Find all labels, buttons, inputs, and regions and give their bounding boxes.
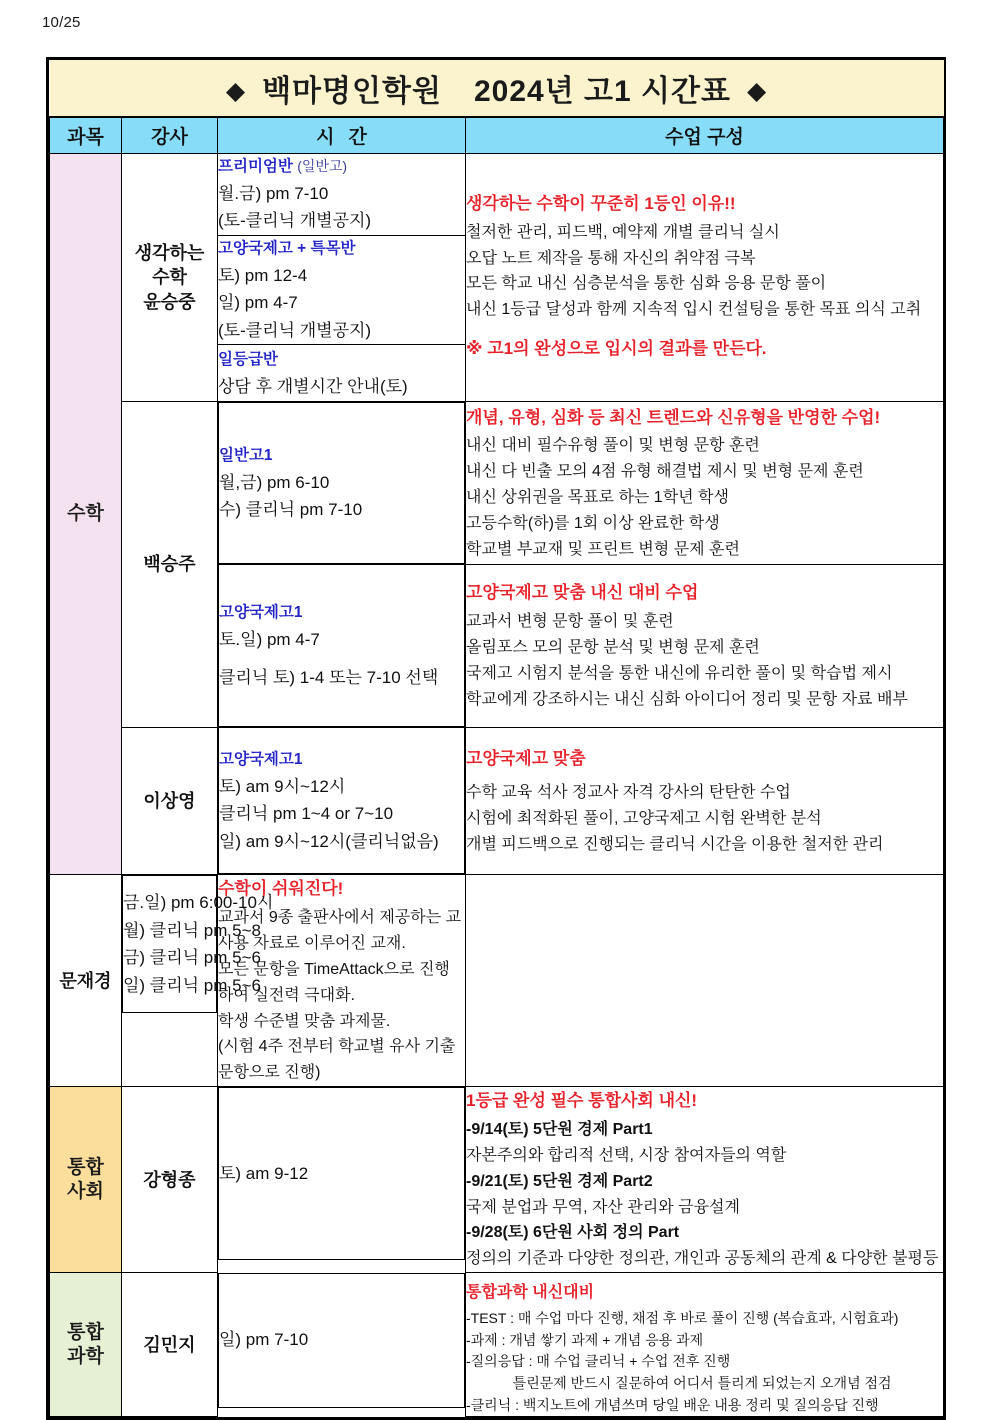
- description-line: -클리닉 : 백지노트에 개념쓰며 당일 배운 내용 정리 및 질의응답 진행: [466, 1396, 879, 1413]
- description-line: -과제 : 개념 쌓기 과제 + 개념 응용 과제: [466, 1331, 704, 1348]
- description-line: 학교에게 강조하시는 내신 심화 아이디어 정리 및 문항 자료 배부: [466, 690, 908, 708]
- time-cell-lee: [218, 727, 465, 874]
- category-text: 프리미엄반: [218, 157, 293, 175]
- class-category-goyang1: 고양국제고1: [219, 604, 303, 622]
- description-line: 개별 피드백으로 진행되는 클리닉 시간을 이용한 철저한 관리: [466, 835, 884, 853]
- time-line: 토) am 9시~12시: [219, 776, 346, 796]
- column-header-row: [50, 117, 944, 153]
- description-heading: 생각하는 수학이 꾸준히 1등인 이유!!: [466, 194, 736, 214]
- teacher-name-baek: 백승주: [143, 554, 196, 575]
- description-line: 모든 학교 내신 심층분석을 통한 심화 응용 문항 풀이: [466, 275, 827, 293]
- table-row: [50, 727, 944, 875]
- class-category-goyang-special: 고양국제고 + 특목반: [218, 239, 356, 257]
- year-grade-label: 2024년 고1 시간표: [473, 75, 731, 108]
- description-line: -질의응답 : 매 수업 클리닉 + 수업 전후 진행: [466, 1353, 731, 1370]
- time-line: 금.일) pm 6:00-10시: [123, 893, 274, 913]
- subject-label-math: 수학: [67, 503, 104, 525]
- teacher-cell-kim: [122, 1273, 218, 1417]
- teacher-name-yoon: 윤승중: [143, 291, 196, 312]
- subject-label-social-line2: 사회: [67, 1180, 104, 1202]
- teacher-cell-lee: [122, 727, 218, 875]
- description-item-bold: -9/28(토) 6단원 사회 정의 Part: [466, 1224, 680, 1242]
- time-cell-yoon-goyang: [218, 235, 466, 345]
- page-title: [226, 75, 767, 108]
- subject-cell-social: [50, 1087, 122, 1273]
- subject-cell-science: [50, 1273, 122, 1417]
- description-line: 시험에 최적화된 풀이, 고양국제고 시험 완벽한 분석: [466, 809, 822, 827]
- description-line: 학교별 부교재 및 프린트 변형 문제 훈련: [466, 540, 740, 558]
- time-line: 수) 클리닉 pm 7-10: [219, 500, 363, 520]
- description-item-sub: 자본주의와 합리적 선택, 시장 참여자들의 역할: [466, 1146, 787, 1164]
- subject-label-science-line2: 과학: [67, 1345, 104, 1367]
- description-heading: 1등급 완성 필수 통합사회 내신!: [466, 1091, 698, 1111]
- description-line: 학생 수준별 맞춤 과제물.: [218, 1012, 391, 1030]
- time-line: 상담 후 개별시간 안내(토): [218, 376, 408, 396]
- description-line: 내신 다 빈출 모의 4점 유형 해결법 제시 및 변형 문제 훈련: [466, 463, 864, 481]
- description-cell-baek-goyang: [466, 564, 944, 727]
- description-cell-yoon: [466, 153, 944, 402]
- description-heading: 고양국제고 맞춤 내신 대비 수업: [466, 583, 699, 603]
- description-line: 철저한 관리, 피드백, 예약제 개별 클리닉 실시: [466, 223, 780, 241]
- description-cell-kim: [466, 1273, 944, 1417]
- teacher-name-kim: 김민지: [143, 1334, 196, 1355]
- class-category-goyang1: 고양국제고1: [219, 750, 303, 768]
- time-cell-moon: [122, 875, 274, 1013]
- subject-label-social-line1: 통합: [67, 1156, 104, 1178]
- teacher-name-lee: 이상영: [143, 790, 196, 811]
- description-line: 국제고 시험지 분석을 통한 내신에 유리한 풀이 및 학습법 제시: [466, 664, 893, 682]
- header-time-a: 시: [316, 126, 335, 148]
- description-item-bold: -9/14(토) 5단원 경제 Part1: [466, 1120, 653, 1138]
- subject-cell-math: [50, 153, 122, 875]
- description-item-bold: -9/21(토) 5단원 경제 Part2: [466, 1172, 653, 1190]
- description-cell-kang: [466, 1087, 944, 1273]
- time-line: (토-클리닉 개별공지): [218, 320, 372, 340]
- description-line: (시험 4주 전부터 학교별 유사 기출 문항으로 진행): [218, 1038, 456, 1082]
- timetable-sheet: [46, 57, 946, 1420]
- header-teacher: 강사: [122, 117, 218, 153]
- teacher-cell-moon: [50, 875, 122, 1087]
- description-line: 수학 교육 석사 정교사 자격 강사의 탄탄한 수업: [466, 784, 791, 802]
- timetable: [49, 60, 944, 1417]
- diamond-right-icon: ◆: [746, 77, 768, 105]
- description-heading: 수학이 쉬워진다!: [218, 879, 344, 899]
- description-cell-baek-ilban: [466, 402, 944, 565]
- description-line: 오답 노트 제작을 통해 자신의 취약점 극복: [466, 249, 756, 267]
- time-line: 월.금) pm 7-10: [218, 183, 329, 203]
- description-line: 틀린문제 반드시 질문하여 어디서 틀리게 되었는지 오개념 점검: [466, 1375, 892, 1392]
- time-line: 일) am 9시~12시(클리닉없음): [219, 831, 439, 851]
- header-time: [218, 117, 466, 153]
- time-cell-yoon-top: [218, 345, 466, 402]
- time-line: 일) pm 4-7: [218, 293, 298, 313]
- time-line: 토) am 9-12: [219, 1163, 309, 1183]
- category-subtext: (일반고): [297, 157, 348, 174]
- academy-name: 백마명인학원: [262, 75, 442, 108]
- description-line: 올림포스 모의 문항 분석 및 변형 문제 훈련: [466, 638, 760, 656]
- table-row: [50, 402, 944, 565]
- table-row: [50, 153, 944, 235]
- time-cell-yoon-premium: [218, 153, 466, 235]
- teacher-name-kang: 강형종: [143, 1169, 196, 1190]
- teacher-name-moon: 문재경: [59, 970, 112, 991]
- time-line: (토-클리닉 개별공지): [218, 211, 372, 231]
- time-cell-kim: [218, 1273, 465, 1408]
- teacher-cell-yoon: [122, 153, 218, 402]
- table-row: [50, 1273, 944, 1417]
- description-heading: 통합과학 내신대비: [466, 1284, 595, 1302]
- time-line-clinic: 클리닉 토) 1-4 또는 7-10 선택: [219, 667, 439, 687]
- time-line: 일) pm 7-10: [219, 1330, 309, 1350]
- header-subject: 과목: [50, 117, 122, 153]
- description-item-sub: 정의의 기준과 다양한 정의관, 개인과 공동체의 관계 & 다양한 불평등: [466, 1250, 939, 1268]
- title-row: [50, 60, 944, 117]
- description-item-sub: 국제 분업과 무역, 자산 관리와 금융설계: [466, 1198, 740, 1216]
- description-line: 내신 대비 필수유형 풀이 및 변형 문항 훈련: [466, 437, 760, 455]
- description-line: 교과서 변형 문항 풀이 및 훈련: [466, 612, 674, 630]
- header-composition: 수업 구성: [466, 117, 944, 153]
- teacher-line-1: 생각하는: [134, 242, 205, 263]
- teacher-cell-kang: [122, 1087, 218, 1273]
- time-cell-kang: [218, 1087, 465, 1260]
- table-row: [50, 875, 944, 1087]
- class-category-top-rank: 일등급반: [218, 350, 278, 368]
- description-line: 내신 1등급 달성과 함께 지속적 입시 컨설팅을 통한 목표 의식 고취: [466, 301, 922, 319]
- time-line: 월,금) pm 6-10: [219, 472, 330, 492]
- time-cell-baek-ilban: [218, 402, 465, 564]
- description-line: 고등수학(하)를 1회 이상 완료한 학생: [466, 514, 720, 532]
- description-cell-lee: [466, 727, 944, 875]
- table-row: [50, 1087, 944, 1273]
- time-line: 월) 클리닉 pm 5~8: [123, 920, 261, 940]
- title-cell: [50, 60, 944, 117]
- time-line: 토) pm 12-4: [218, 265, 308, 285]
- description-footer-note: ※ 고1의 완성으로 입시의 결과를 만든다.: [466, 339, 767, 359]
- teacher-cell-baek: [122, 402, 218, 728]
- time-line: 일) 클리닉 pm 5~6: [123, 975, 261, 995]
- description-heading: 고양국제고 맞춤: [466, 748, 586, 768]
- class-category-ilban1: 일반고1: [219, 446, 273, 464]
- description-cell-moon: [218, 875, 466, 1087]
- description-line: -TEST : 매 수업 마다 진행, 채점 후 바로 풀이 진행 (복습효과, 시험효과): [466, 1310, 899, 1327]
- description-line: 교과서 9종 출판사에서 제공하는 교사용 자료로 이루어진 교재.: [218, 908, 462, 952]
- subject-label-science-line1: 통합: [67, 1322, 104, 1344]
- description-line: 내신 상위권을 목표로 하는 1학년 학생: [466, 488, 729, 506]
- time-line: 토.일) pm 4-7: [219, 630, 320, 650]
- teacher-line-2: 수학: [152, 267, 187, 288]
- description-line: 모든 문항을 TimeAttack으로 진행하여 실전력 극대화.: [218, 960, 450, 1004]
- class-category-premium: [218, 154, 465, 179]
- page-number-mark: 10/25: [42, 14, 81, 31]
- description-heading: 개념, 유형, 심화 등 최신 트렌드와 신유형을 반영한 수업!: [466, 407, 881, 427]
- time-line: 금) 클리닉 pm 5~6: [123, 948, 261, 968]
- header-time-b: 간: [348, 126, 367, 148]
- time-line: 클리닉 pm 1~4 or 7~10: [219, 804, 394, 824]
- time-cell-baek-goyang: [218, 564, 465, 727]
- diamond-left-icon: ◆: [225, 77, 247, 105]
